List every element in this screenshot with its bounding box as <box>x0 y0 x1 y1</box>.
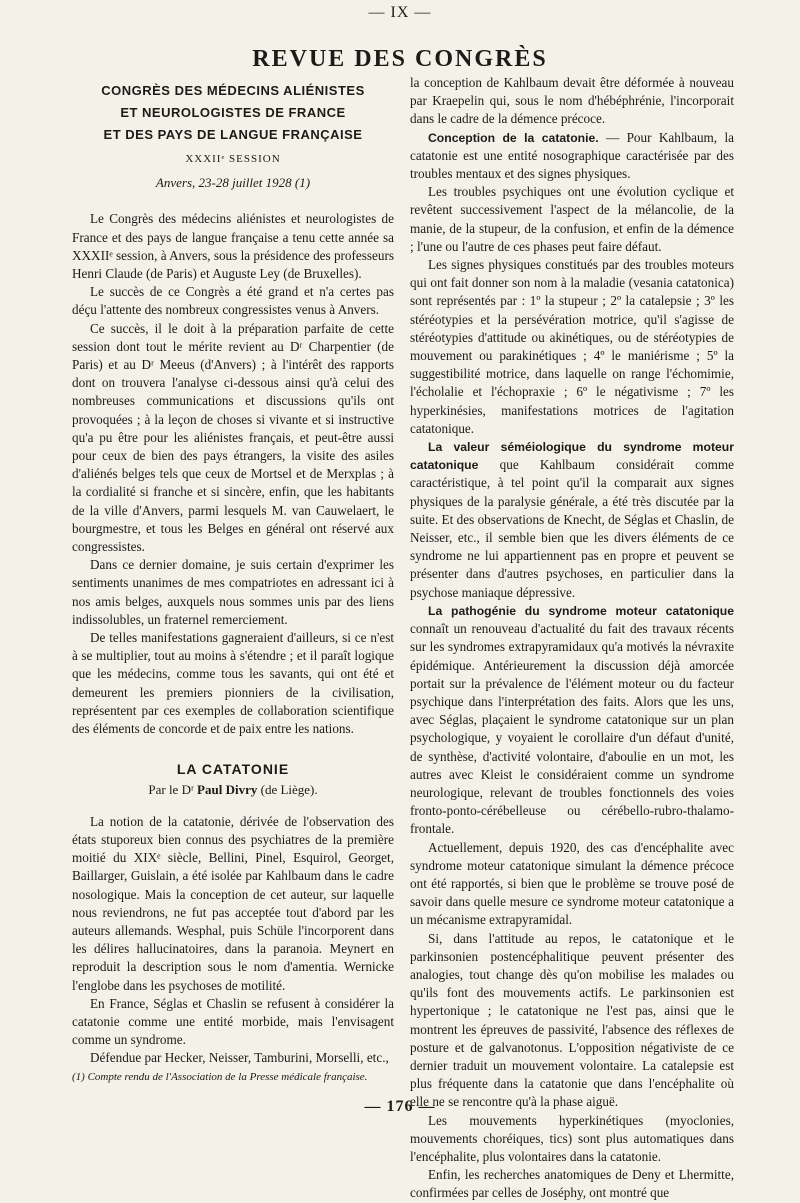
valeur-text: que Kahlbaum considérait comme caractéristique, à tel point qu'il la comparait aux signes physiques de la paralysie générale, a été très discutée par la suite. Et des observations de Knecht, de Séglas et Chaslin, de Neisser, etc., il semble bien que les divers éléments de ce syndrome ne lui appartiennent pas en propre et peuvent se présenter dans d'autres psychoses, en particulier dans la psychose maniaque dépressive. <box>410 457 734 600</box>
actuellement-paragraph: Actuellement, depuis 1920, des cas d'encéphalite avec syndrome moteur catatonique simulant la démence précoce ont été rapportés, si bien que le problème se trouve posé de savoir dans quelle mesure ce syndrome moteur catatonique a un mécanisme extrapyramidal. <box>410 839 734 928</box>
catatonie-paragraph-2: En France, Séglas et Chaslin se refusent à considérer la catatonie comme une entité morbide, mais l'envisagent comme un syndrome. <box>72 995 394 1048</box>
section-rubric: REVUE DES CONGRÈS <box>252 46 548 72</box>
author-byline <box>72 781 394 799</box>
byline-suffix: (de Liège). <box>257 781 318 797</box>
conception-paragraph <box>410 129 734 184</box>
intro-paragraph-2: Le succès de ce Congrès a été grand et n'a certes pas déçu l'attente des nombreux congressistes venus à Anvers. <box>72 284 394 318</box>
runin-heading-valeur: La valeur séméiologique du syndrome moteur catatonique <box>410 440 734 473</box>
folio: — IX — <box>368 4 432 21</box>
catatonie-paragraph-1: La notion de la catatonie, dérivée de l'observation des états stuporeux bien connus des psychiatres de la première moitié du XIXᵉ siècle, Bellini, Pinel, Esquirol, Georget, Baillarger, Guislain, a été isolée par Kahlbaum dans le cadre nosologique. Mais la conception de cet auteur, sur laquelle nous reviendrons, ne fut pas acceptée tout d'abord par les auteurs allemands. Wesphal, puis Schüle l'incorporent dans les délires hallucinatoires, dans la paranoia. Meynert en reproduit la description sous le nom d'amentia. Wernicke l'englobe dans les psychoses de motilité. <box>72 813 394 993</box>
author-name: Paul Divry <box>197 781 258 797</box>
session-label: XXXIIᵉ SESSION <box>185 153 281 165</box>
troubles-psychiques-paragraph: Les troubles psychiques ont une évolution cyclique et revêtent successivement l'aspect de la mélancolie, de la manie, de la stupeur, de la confusion, et enfin de la démence ; l'une ou l'autre de ces phases peut faire défaut. <box>410 184 734 254</box>
valeur-paragraph <box>410 438 734 602</box>
pathogenie-text: connaît un renouveau d'actualité du fait des travaux récents sur les syndromes extrapyramidaux qu'a motivés la névraxite épidémique. Antérieurement la discussion déjà amorcée portait sur la prévalence de l'élément moteur ou du facteur psychique dans l'interprétation des faits. Alors que les uns, avec Séglas, plaçaient le syndrome catatonique sur un plan psychologique, y voyaient le corollaire d'un défaut d'unité, de synthèse, d'activité volontaire, d'aboulie en un mot, les autres avec Kleist le considéraient comme un syndrome neurologique, relevant de troubles fonctionnels des voies fronto-ponto-cérébelleuse ou cérébello-rubro-thalamo-frontale. <box>410 621 734 837</box>
congress-place-date: Anvers, 23-28 juillet 1928 (1) <box>155 175 311 191</box>
catatonie-paragraph-3: Défendue par Hecker, Neisser, Tamburini, Morselli, etc., <box>90 1050 389 1066</box>
left-column <box>72 74 394 1068</box>
enfin-paragraph: Enfin, les recherches anatomiques de Deny et Lhermitte, confirmées par celles de Joséphy, ont montré que <box>410 1167 734 1201</box>
right-column <box>410 74 734 1203</box>
page-number: — 176 — <box>364 1098 436 1115</box>
footnote: (1) Compte rendu de l'Association de la Presse médicale française. <box>72 1071 368 1083</box>
section-title-catatonie: LA CATATONIE <box>176 761 290 778</box>
congress-title-line-1: CONGRÈS DES MÉDECINS ALIÉNISTES <box>101 83 365 98</box>
intro-paragraph-4: Dans ce dernier domaine, je suis certain d'exprimer les sentiments unanimes de mes compatriotes en adressant ici à nos amis belges, auxquels nous sommes unis par des liens indissolubles, un fraternel remerciement. <box>72 557 394 627</box>
conception-text: — Pour Kahlbaum, la catatonie est une entité nosographique caractérisée par des troubles mentaux et des signes physiques. <box>410 129 734 182</box>
hyperkinetiques-paragraph: Les mouvements hyperkinétiques (myoclonies, mouvements choréiques, tics) sont plus automatiques dans l'encéphalite, plus volontaires dans la catatonie. <box>410 1112 734 1164</box>
continued-paragraph: la conception de Kahlbaum devait être déformée à nouveau par Kraepelin qui, sous le nom d'hébéphrénie, l'incorporait dans le cadre de la démence précoce. <box>410 75 734 127</box>
runin-heading-pathogenie: La pathogénie du syndrome moteur catatonique <box>428 603 734 618</box>
runin-heading-conception: Conception de la catatonie. <box>428 130 599 145</box>
intro-paragraph-3: Ce succès, il le doit à la préparation parfaite de cette session dont tout le mérite revient au Dʳ Charpentier (de Paris) et au Dʳ Meeus (d'Anvers) ; à l'intérêt des rapports dont on trouvera l'analyse ci-dessous ainsi qu'à celui des nombreuses communications et discussions qu'ils ont provoquées ; à la leçon de choses si vivante et si instructive qu'a pu être pour les aliénistes français, et peut-être aussi pour ceux de bien des pays étrangers, la visite des asiles d'aliénés belges tels que ceux de Mortsel et de Merxplas ; à la cordialité si franche et si sincère, enfin, que les habitants de la ville d'Anvers, parmi lesquels M. van Cauwelaert, le bourgmestre, et tous les Belges en général ont réservé aux congressistes. <box>72 320 394 555</box>
attitude-paragraph: Si, dans l'attitude au repos, le catatonique et le parkinsonien postencéphalitique peuvent présenter des analogies, tout change dès qu'on mobilise les malades ou qu'ils font des mouvements actifs. Le parkinsonien est hypertonique ; le catatonique ne l'est pas, ainsi que le montrent les épreuves de passivité, l'absence des réflexes de posture et de galvanotonus. L'opposition négativiste de ce dernier traduit un mouvement volontaire. La catalepsie est plus fréquente dans la catatonie que dans l'encéphalite où elle ne se rencontre qu'à la phase aiguë. <box>410 930 734 1110</box>
signes-physiques-paragraph: Les signes physiques constitués par des troubles moteurs qui ont fait donner son nom à la maladie (vesania catatonica) sont représentés par : 1º la stupeur ; 2º la catalepsie ; 3º les stéréotypies et la persévération motrice, qu'il s'agisse de stéréotypies d'attitude ou akinétiques, ou de stéréotypies de mouvement ou parakinétiques ; 4º le maniérisme ; 5º la suggestibilité motrice, dans laquelle on range l'échomimie, l'écholalie et l'échopraxie ; 6º le négativisme ; 7º les hyperkinésies, manifestations motrices de l'agitation catatonique. <box>410 257 734 436</box>
congress-title-line-2: ET NEUROLOGISTES DE FRANCE <box>120 105 346 120</box>
congress-title-line-3: ET DES PAYS DE LANGUE FRANÇAISE <box>103 127 363 142</box>
byline-prefix: Par le Dʳ <box>148 781 198 797</box>
intro-paragraph-1: Le Congrès des médecins aliénistes et neurologistes de France et des pays de langue française a tenu cette année sa XXXIIᵉ session, à Anvers, sous la présidence des professeurs Henri Claude (de Paris) et Auguste Ley (de Bruxelles). <box>72 211 395 282</box>
intro-paragraph-5: De telles manifestations gagneraient d'ailleurs, si ce n'est à se multiplier, tout au moins à s'étendre ; et il paraît logique que les médecins, comme tous les savants, qui ont été et demeurent les premiers pionniers de la civilisation, représentent par ces exemples de collaboration scientifique des éléments de concorde et de paix entre les nations. <box>72 630 394 737</box>
pathogenie-paragraph <box>410 602 734 839</box>
